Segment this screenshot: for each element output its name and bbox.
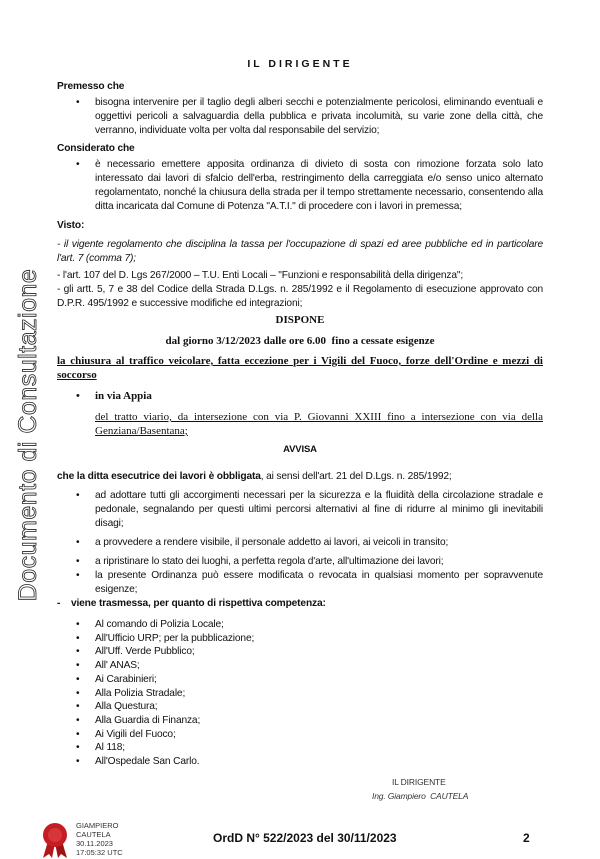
bullet: • — [76, 632, 80, 644]
trasmessa-item-label: Ai Vigili del Fuoco; — [95, 728, 176, 740]
footer — [38, 821, 543, 859]
trasmessa-item — [76, 741, 543, 755]
avvisa-bullet-item — [57, 555, 543, 569]
dispone-date: dal giorno 3/12/2023 dalle ore 6.00 fino a cessate esigenze — [165, 335, 435, 347]
bullet: • — [76, 660, 80, 672]
premesso-heading: Premesso che — [57, 81, 125, 92]
bullet: • — [76, 673, 80, 685]
dispone-closure: la chiusura al traffico veicolare, fatta eccezione per i Vigili del Fuoco, forze dell'Ordine e mezzi di soccorso — [57, 355, 543, 381]
seal-icon — [38, 821, 72, 859]
visto-item: - gli artt. 5, 7 e 38 del Codice della Strada D.Lgs. n. 285/1992 e il Regolamento di esecuzione approvato con D.P.R. 495/1992 e successive modifiche ed integrazioni; — [57, 284, 543, 309]
trasmessa-item-label: Alla Questura; — [95, 701, 158, 713]
trasmessa-item-label: Alla Guardia di Finanza; — [95, 714, 201, 726]
bullet: • — [76, 537, 80, 548]
avvisa-intro-rest: , ai sensi dell'art. 21 del D.Lgs. n. 285/1992; — [260, 471, 452, 482]
avvisa-item: ad adottare tutti gli accorgimenti necessari per la sicurezza e la fluidità della circolazione stradale e pedonale, segnalando per questi ultimi percorsi alternativi al fine di ridurre al minimo gli inevitabili disagi; — [95, 490, 543, 529]
trasmessa-item — [76, 687, 543, 701]
dispone-stretch: del tratto viario, da intersezione con via P. Giovanni XXIII fino a intersezione con via della Genziana/Basentana; — [95, 411, 543, 437]
visto-heading: Visto: — [57, 220, 85, 231]
trasmessa-item-label: All'Ufficio URP; per la pubblicazione; — [95, 632, 255, 644]
trasmessa-item-label: Al 118; — [95, 742, 125, 754]
avvisa-intro — [57, 470, 543, 484]
bullet: • — [76, 390, 80, 402]
signature-role: IL DIRIGENTE — [392, 776, 446, 787]
trasmessa-item-label: All' ANAS; — [95, 660, 140, 672]
trasmessa-list — [76, 618, 543, 769]
seal-line: 17:05:32 UTC — [76, 847, 123, 857]
trasmessa-item — [76, 645, 543, 659]
watermark: Documento di Consultazione — [14, 268, 42, 602]
bullet: • — [76, 619, 80, 630]
bullet: • — [76, 742, 80, 754]
signature — [372, 775, 543, 803]
bullet: • — [76, 556, 80, 567]
trasmessa-item — [76, 673, 543, 687]
bullet: • — [76, 756, 80, 768]
avvisa-item: a provvedere a rendere visibile, il personale addetto ai lavori, ai veicoli in transito; — [95, 537, 449, 548]
visto-item: - l'art. 107 del D. Lgs 267/2000 – T.U. Enti Locali – "Funzioni e responsabilità della dirigenza"; — [57, 270, 463, 281]
trasmessa-item — [76, 618, 543, 632]
trasmessa-heading-text: viene trasmessa, per quanto di rispettiva competenza: — [70, 598, 326, 609]
considerato-item: è necessario emettere apposita ordinanza di divieto di sosta con rimozione forzata solo lato interessato dai lavori di sfalcio dell'erba, restringimento della carreggiata e/o senso unico alternato regolamentato, nonché la chiusura della strada per il tempo strettamente necessario, consentendo alla ditta incaricata dal Comune di Potenza "A.T.I." di procedere con i lavori in premessa; — [95, 159, 543, 212]
signature-name: Ing. Giampiero CAUTELA — [372, 790, 469, 801]
trasmessa-item-label: All'Ospedale San Carlo. — [95, 756, 200, 768]
seal-text — [76, 821, 213, 857]
trasmessa-item — [76, 659, 543, 673]
trasmessa-item — [76, 700, 543, 714]
bullet: • — [76, 159, 80, 170]
page-number: 2 — [523, 830, 530, 845]
bullet: • — [76, 570, 80, 581]
trasmessa-item — [76, 714, 543, 728]
trasmessa-item — [76, 632, 543, 646]
page-title: IL DIRIGENTE — [247, 58, 353, 70]
avvisa-bullet-item — [57, 569, 543, 597]
premesso-bullet-item — [57, 96, 543, 138]
trasmessa-item-label: Al comando di Polizia Locale; — [95, 619, 224, 630]
seal-line: 30.11.2023 — [76, 838, 113, 848]
premesso-item: bisogna intervenire per il taglio degli alberi secchi e potenzialmente pericolosi, eliminando eventuali e oggettivi pericoli a salvaguardia della pubblica e privata incolumità, su varie zone della città, che verranno, individuate volta per volta dal responsabile del servizio; — [95, 97, 543, 136]
bullet: • — [76, 701, 80, 713]
visto-item: - il vigente regolamento che disciplina la tassa per l'occupazione di spazi ed aree pubbliche ed in particolare l'art. 7 (comma 7); — [57, 239, 543, 264]
avvisa-heading: AVVISA — [283, 444, 317, 455]
considerato-heading: Considerato che — [57, 143, 135, 154]
considerato-bullet-item — [57, 158, 543, 214]
bullet: • — [76, 97, 80, 108]
avvisa-bullet-item — [57, 489, 543, 531]
bullet: • — [76, 714, 80, 726]
bullet: • — [76, 728, 80, 740]
trasmessa-item-label: All'Uff. Verde Pubblico; — [95, 646, 195, 658]
avvisa-item: a ripristinare lo stato dei luoghi, a perfetta regola d'arte, all'ultimazione dei lavori; — [95, 556, 444, 567]
trasmessa-item-label: Ai Carabinieri; — [95, 673, 157, 685]
trasmessa-heading: - viene trasmessa, per quanto di rispettiva competenza: — [57, 598, 326, 609]
dispone-street: in via Appia — [95, 390, 152, 402]
dispone-street-item — [57, 389, 543, 403]
avvisa-item: la presente Ordinanza può essere modificata o revocata in qualsiasi momento per sopravvenute esigenze; — [95, 570, 543, 595]
dispone-heading: DISPONE — [275, 314, 325, 326]
bullet: • — [76, 490, 80, 501]
bullet: • — [76, 646, 80, 658]
seal-line: CAUTELA — [76, 829, 111, 839]
seal-line: GIAMPIERO — [76, 820, 119, 830]
trasmessa-item-label: Alla Polizia Stradale; — [95, 687, 186, 699]
trasmessa-item — [76, 755, 543, 769]
trasmessa-item — [76, 728, 543, 742]
bullet: • — [76, 687, 80, 699]
footer-reference: OrdD N° 522/2023 del 30/11/2023 — [213, 830, 397, 845]
avvisa-intro-bold: che la ditta esecutrice dei lavori è obbligata — [57, 471, 261, 482]
avvisa-bullet-item — [57, 536, 543, 550]
